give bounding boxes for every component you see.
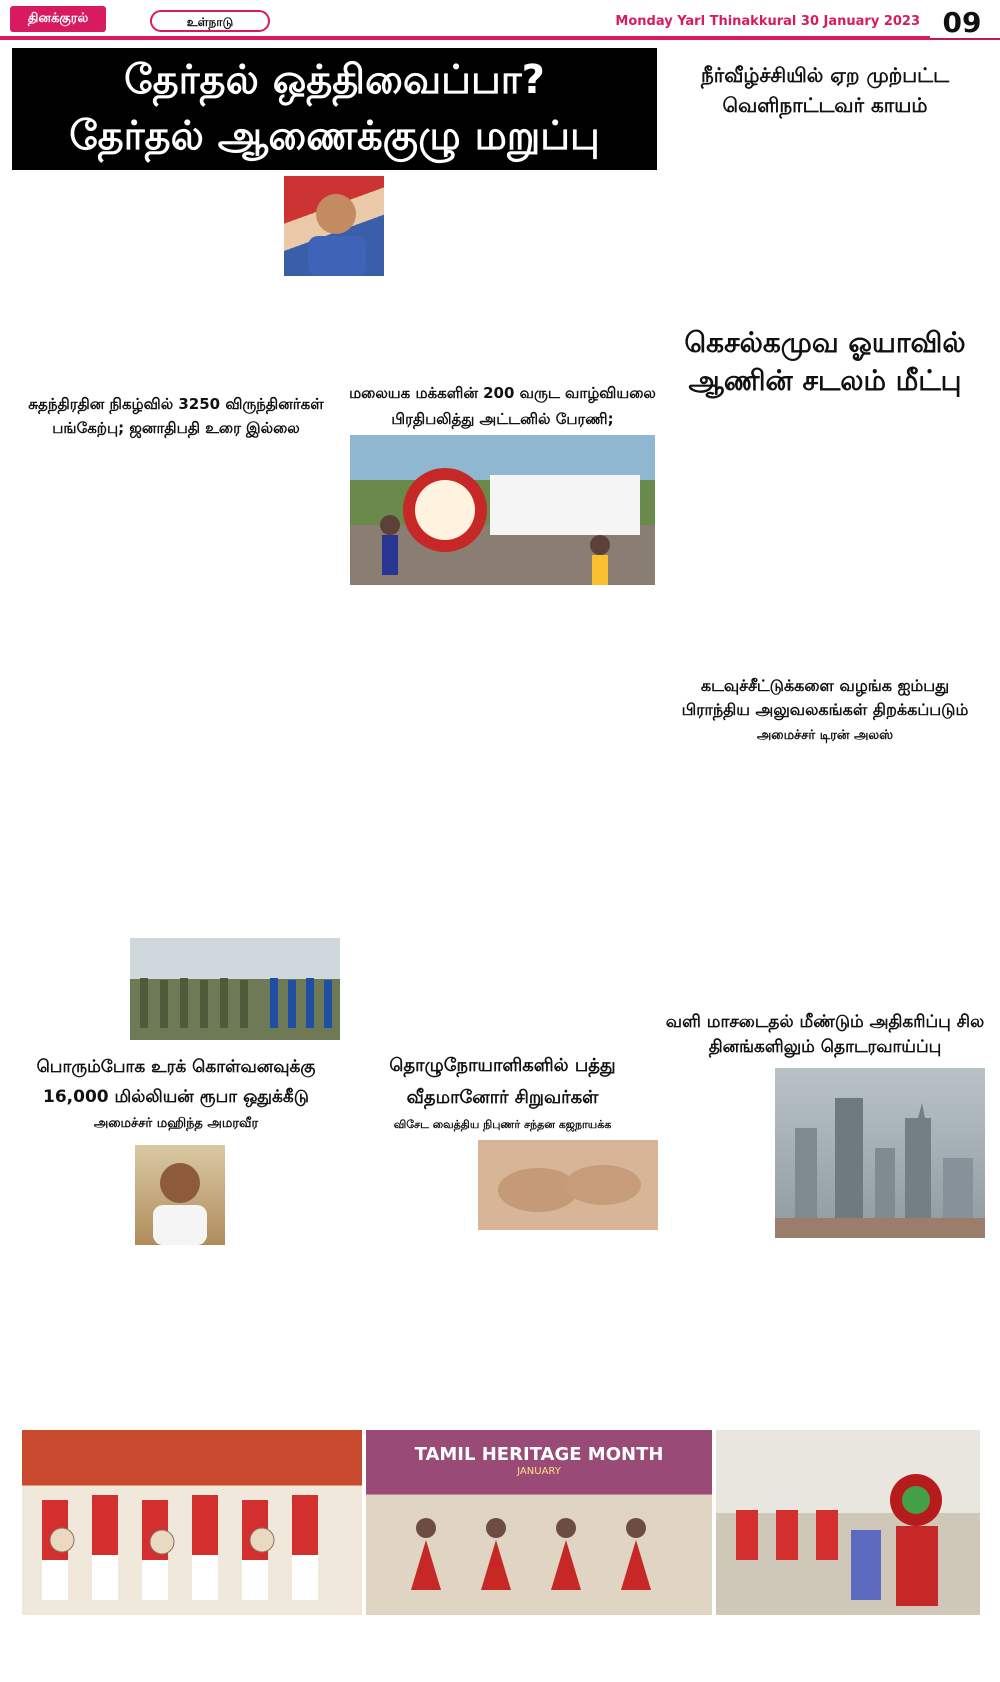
rally-banner-icon xyxy=(350,435,655,585)
page-number: 09 xyxy=(942,6,982,39)
kathakali-photo xyxy=(716,1430,980,1615)
rally-photo xyxy=(350,435,655,585)
passport-headline: கடவுச்சீட்டுக்களை வழங்க ஐம்பது பிராந்திய அலுவலகங்கள் திறக்கப்படும் xyxy=(681,676,969,719)
drummers-photo xyxy=(22,1430,362,1615)
fertiliser-headline: பொரும்போக உரக் கொள்வனவுக்கு 16,000 மில்லியன் ரூபா ஒதுக்கீடு xyxy=(36,1057,316,1107)
person-portrait-icon xyxy=(135,1145,225,1245)
tourist-headline: நீர்வீழ்ச்சியில் ஏற முற்பட்ட வெளிநாட்டவர் காயம் xyxy=(700,63,949,117)
performers-icon xyxy=(22,1430,362,1615)
city-smog-photo xyxy=(775,1068,985,1238)
masthead-rule xyxy=(0,36,930,40)
fertiliser-byline: அமைச்சர் மஹிந்த அமரவீர xyxy=(93,1116,259,1131)
lead-photo xyxy=(284,176,384,276)
hands-icon xyxy=(478,1140,658,1230)
section-label: உள்நாடு xyxy=(150,10,270,32)
lead-headline-line-1: தேர்தல் ஒத்திவைப்பா? xyxy=(124,57,545,103)
passport-byline: அமைச்சர் டிரன் அலஸ் xyxy=(756,728,894,743)
minister-photo xyxy=(135,1145,225,1245)
leprosy-headline: தொழுநோயாளிகளில் பத்து வீதமானோர் சிறுவர்கள் xyxy=(389,1055,616,1108)
skyline-icon xyxy=(775,1068,985,1238)
independence-headline: சுதந்திரதின நிகழ்வில் 3250 விருந்தினர்கள் பங்கேற்பு; ஜனாதிபதி உரை இல்லை xyxy=(28,395,324,437)
dancers-photo xyxy=(366,1430,712,1615)
soldiers-icon xyxy=(130,938,340,1040)
lead-headline-line-2: தேர்தல் ஆணைக்குழு மறுப்பு xyxy=(69,113,600,159)
parade-photo xyxy=(130,938,340,1040)
leprosy-byline: விசேட வைத்திய நிபுணர் சந்தன கஜநாயக்க xyxy=(393,1118,612,1131)
rally-headline: மலையக மக்களின் 200 வருட வாழ்வியலை பிரதிபலித்து அட்டனில் பேரணி; xyxy=(349,384,656,428)
newspaper-logo: தினக்குரல் xyxy=(10,6,106,32)
dancers-icon xyxy=(366,1430,712,1615)
folk-performers-icon xyxy=(716,1430,980,1615)
hands-photo xyxy=(478,1140,658,1230)
heritage-month-sub: JANUARY xyxy=(517,1466,561,1477)
body-found-headline: கெசல்கமுவ ஓயாவில் ஆணின் சடலம் மீட்பு xyxy=(684,326,966,397)
heritage-month-banner: TAMIL HERITAGE MONTH xyxy=(414,1444,664,1465)
person-portrait-icon xyxy=(284,176,384,276)
dateline: Monday Yarl Thinakkural 30 January 2023 xyxy=(615,14,920,29)
pollution-headline: வளி மாசடைதல் மீண்டும் அதிகரிப்பு சில தினங்களிலும் தொடரவாய்ப்பு xyxy=(665,1012,985,1057)
